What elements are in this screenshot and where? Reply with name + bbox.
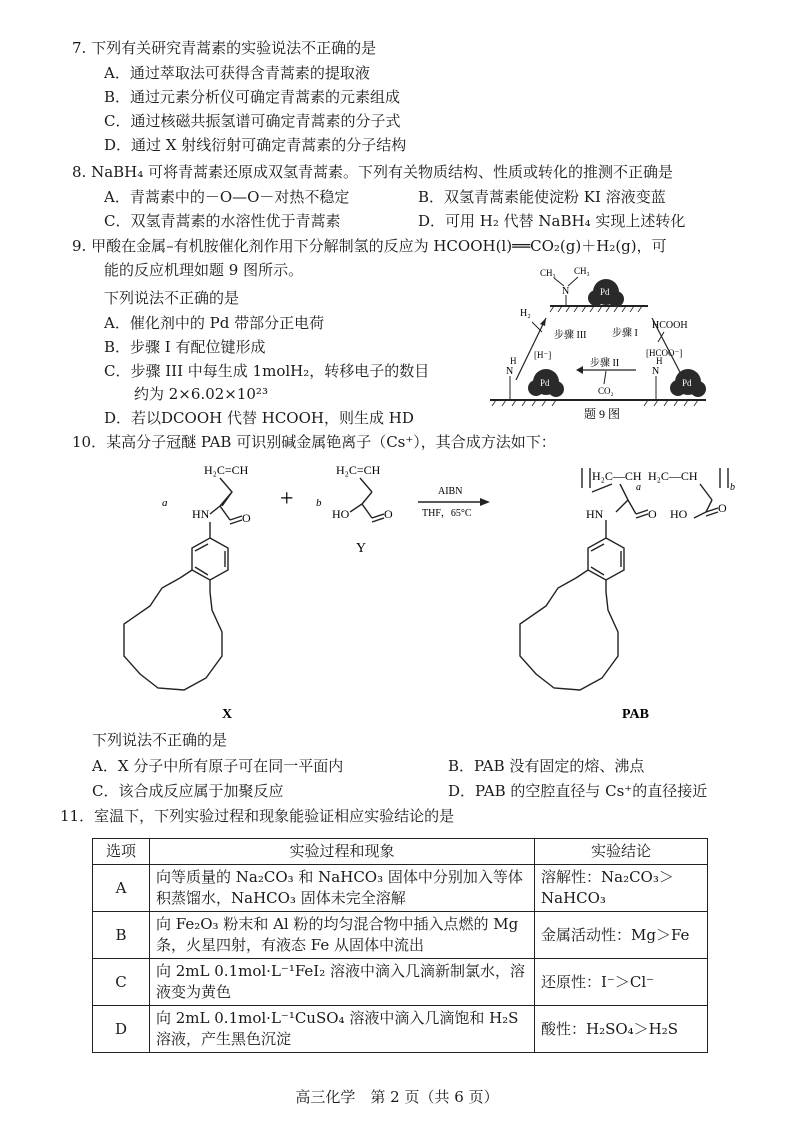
q8-option-b: B．双氢青蒿素能使淀粉 KI 溶液变蓝 (418, 188, 666, 206)
subscript-b: b (730, 482, 735, 493)
q10-option-c: C．该合成反应属于加聚反应 (92, 782, 284, 800)
co2-label: CO₂ (598, 386, 614, 396)
ammonium-h-label: H (510, 356, 517, 366)
table-header-row (93, 839, 708, 865)
q8-option-d: D．可用 H₂ 代替 NaBH₄ 实现上述转化 (418, 212, 686, 230)
subscript-a: a (162, 497, 168, 509)
header-procedure: 实验过程和现象 (150, 839, 535, 865)
reagent-top: AIBN (438, 486, 463, 497)
q10-stem: 10．某高分子冠醚 PAB 可识别碱金属铯离子（Cs⁺），其合成方法如下： (72, 433, 556, 451)
row-procedure: 向 Fe₂O₃ 粉末和 Al 粉的均匀混合物中插入点燃的 Mg 条，火星四射，有液态 Fe 从固体中流出 (150, 912, 535, 959)
table-row (93, 1006, 708, 1053)
pd-label: Pd (682, 378, 692, 388)
svg-text:H₂C—CH: H₂C—CH (592, 469, 642, 483)
row-conclusion: 溶解性：Na₂CO₃＞NaHCO₃ (535, 865, 708, 912)
step2-label: 步骤 II (590, 358, 620, 369)
row-procedure: 向等质量的 Na₂CO₃ 和 NaHCO₃ 固体中分别加入等体积蒸馏水，NaHCO₃ 固体未完全溶解 (150, 865, 535, 912)
svg-text:O: O (242, 511, 251, 525)
q8-option-c: C．双氢青蒿素的水溶性优于青蒿素 (104, 212, 341, 230)
subscript-b: b (316, 497, 322, 509)
step3-label: 步骤 III (554, 330, 587, 341)
pd-label: Pd (540, 378, 550, 388)
q9-option-a: A．催化剂中的 Pd 带部分正电荷 (104, 314, 325, 332)
header-conclusion: 实验结论 (535, 839, 708, 865)
label-pab: PAB (622, 707, 649, 722)
q9-option-b: B．步骤 I 有配位键形成 (104, 338, 266, 356)
q9-option-d: D．若以DCOOH 代替 HCOOH，则生成 HD (104, 409, 414, 427)
q7-option-d: D．通过 X 射线衍射可确定青蒿素的分子结构 (104, 136, 407, 154)
pd-cluster (670, 369, 706, 397)
methyl-label: CH₃ (574, 266, 590, 276)
table-row (93, 912, 708, 959)
svg-text:O: O (384, 507, 393, 521)
pd-label: Pd (600, 287, 610, 297)
row-option: A (93, 865, 150, 912)
q9-option-c-line2: 约为 2×6.02×10²³ (134, 385, 268, 403)
label-x: X (222, 707, 233, 722)
reagent-bottom: THF，65°C (422, 508, 472, 519)
q9-mechanism-figure (488, 262, 710, 424)
q9-stem-line2: 能的反应机理如题 9 图所示。 (104, 261, 304, 279)
q10-prompt: 下列说法不正确的是 (92, 731, 228, 749)
q11-stem: 11．室温下，下列实验过程和现象能验证相应实验结论的是 (60, 807, 455, 825)
svg-text:H₂C—CH: H₂C—CH (648, 469, 698, 483)
q10-option-d: D．PAB 的空腔直径与 Cs⁺的直径接近 (448, 782, 708, 800)
h2-label: H₂ (520, 308, 531, 319)
label-y: Y (356, 541, 367, 556)
hcooh-label: HCOOH (652, 320, 688, 331)
svg-text:O: O (718, 501, 727, 515)
step1-label: 步骤 I (612, 328, 638, 339)
q9-prompt: 下列说法不正确的是 (104, 289, 240, 307)
svg-text:HN: HN (586, 507, 604, 521)
subscript-a: a (636, 482, 641, 493)
svg-text:O: O (648, 507, 657, 521)
q9-option-c-line1: C．步骤 III 中每生成 1molH₂，转移电子的数目 (104, 362, 430, 380)
q7-stem: 7. 下列有关研究青蒿素的实验说法不正确的是 (72, 39, 377, 57)
row-procedure: 向 2mL 0.1mol·L⁻¹FeI₂ 溶液中滴入几滴新制氯水，溶液变为黄色 (150, 959, 535, 1006)
q9-stem-line1: 9. 甲酸在金属–有机胺催化剂作用下分解制氢的反应为 HCOOH(l)══CO₂(g)＋H₂(g)，可 (72, 237, 667, 255)
pd-cluster (588, 279, 624, 307)
q7-option-b: B．通过元素分析仪可确定青蒿素的元素组成 (104, 88, 401, 106)
svg-text:H₂C=CH: H₂C=CH (336, 463, 381, 477)
q10-option-b: B．PAB 没有固定的熔、沸点 (448, 757, 645, 775)
q9-figure-caption: 题 9 图 (584, 407, 621, 421)
row-conclusion: 还原性：I⁻＞Cl⁻ (535, 959, 708, 1006)
pd-cluster (528, 369, 564, 397)
q8-stem: 8. NaBH₄ 可将青蒿素还原成双氢青蒿素。下列有关物质结构、性质或转化的推测不正确是 (72, 163, 674, 181)
q10-option-a: A．X 分子中所有原子可在同一平面内 (92, 757, 344, 775)
table-row (93, 959, 708, 1006)
hydride-label: [H⁻] (534, 350, 552, 360)
table-row (93, 865, 708, 912)
ammonium-n-label: N (506, 366, 514, 377)
q11-table (92, 838, 708, 1053)
row-option: D (93, 1006, 150, 1053)
methyl-label: CH₃ (540, 268, 556, 278)
amine-n-label: N (562, 286, 570, 297)
svg-text:+: + (280, 486, 294, 512)
row-conclusion: 金属活动性：Mg＞Fe (535, 912, 708, 959)
page-footer: 高三化学 第 2 页（共 6 页） (295, 1088, 499, 1106)
row-procedure: 向 2mL 0.1mol·L⁻¹CuSO₄ 溶液中滴入几滴饱和 H₂S 溶液，产生黑色沉淀 (150, 1006, 535, 1053)
q7-option-c: C．通过核磁共振氢谱可确定青蒿素的分子式 (104, 112, 401, 130)
header-option: 选项 (93, 839, 150, 865)
svg-text:HO: HO (332, 507, 350, 521)
svg-text:HN: HN (192, 507, 210, 521)
q10-synthesis-scheme (100, 456, 740, 726)
q7-option-a: A．通过萃取法可获得含青蒿素的提取液 (104, 64, 370, 82)
formate-label: [HCOO⁻] (646, 348, 683, 358)
svg-text:HO: HO (670, 507, 688, 521)
ammonium-n-label: N (652, 366, 660, 377)
svg-text:H₂C=CH: H₂C=CH (204, 463, 249, 477)
ammonium-h-label: H (656, 356, 663, 366)
row-conclusion: 酸性：H₂SO₄＞H₂S (535, 1006, 708, 1053)
row-option: B (93, 912, 150, 959)
q8-option-a: A．青蒿素中的－O—O－对热不稳定 (104, 188, 350, 206)
row-option: C (93, 959, 150, 1006)
